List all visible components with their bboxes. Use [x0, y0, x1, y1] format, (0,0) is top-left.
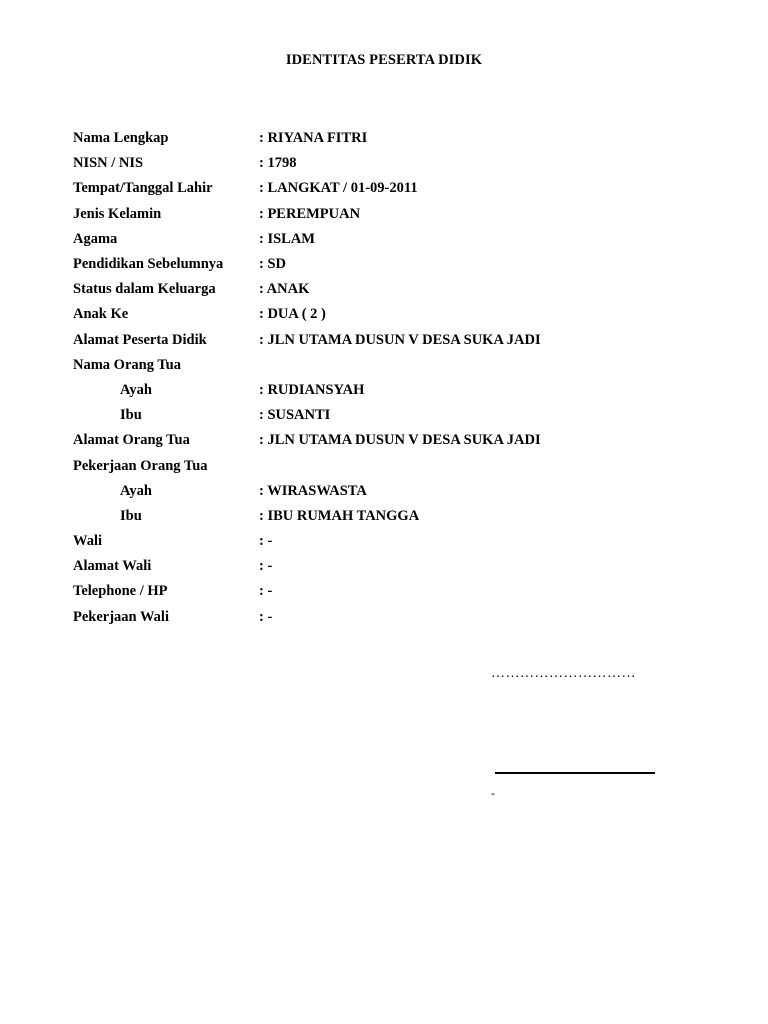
field-row-anak-ke — [73, 302, 693, 327]
field-row-nama-ayah — [73, 378, 693, 403]
field-label: Ayah — [120, 381, 152, 398]
field-value: : ISLAM — [259, 230, 315, 247]
field-row-pekerjaan-ayah — [73, 479, 693, 504]
field-value: : JLN UTAMA DUSUN V DESA SUKA JADI — [259, 432, 541, 449]
field-label: Alamat Peserta Didik — [73, 331, 207, 348]
field-row-alamat-orang-tua — [73, 428, 693, 453]
field-row-alamat-peserta-didik — [73, 328, 693, 353]
field-label: Telephone / HP — [73, 583, 168, 600]
field-value: : RIYANA FITRI — [259, 130, 368, 147]
field-value: : - — [259, 533, 273, 550]
field-label: Agama — [73, 230, 118, 247]
field-row-nama-orang-tua — [73, 353, 693, 378]
field-value: : IBU RUMAH TANGGA — [259, 507, 420, 524]
field-value: : - — [259, 608, 273, 625]
field-label: Anak Ke — [73, 306, 129, 323]
field-value: : ANAK — [259, 281, 310, 298]
field-label: Alamat Wali — [73, 558, 152, 575]
field-row-nama-lengkap — [73, 126, 693, 151]
field-value: : WIRASWASTA — [259, 482, 367, 499]
field-row-pekerjaan-orang-tua — [73, 453, 693, 478]
field-label: Nama Orang Tua — [73, 356, 181, 373]
field-label: Ibu — [120, 507, 142, 524]
field-label: Ayah — [120, 482, 152, 499]
field-label: Ibu — [120, 407, 142, 424]
field-label: Tempat/Tanggal Lahir — [73, 180, 213, 197]
field-row-alamat-wali — [73, 554, 693, 579]
field-row-tempat-tanggal-lahir — [73, 176, 693, 201]
field-value: : - — [259, 583, 273, 600]
identity-fields — [73, 126, 693, 630]
field-value: : LANGKAT / 01-09-2011 — [259, 180, 418, 197]
field-row-pekerjaan-ibu — [73, 504, 693, 529]
field-row-pendidikan-sebelumnya — [73, 252, 693, 277]
signature-date-placeholder: ………………………… — [491, 666, 636, 681]
field-label: Jenis Kelamin — [73, 205, 162, 222]
field-row-wali — [73, 529, 693, 554]
field-row-jenis-kelamin — [73, 202, 693, 227]
field-label: Status dalam Keluarga — [73, 281, 216, 298]
field-label: Pekerjaan Wali — [73, 608, 169, 625]
signature-name: - — [491, 786, 495, 800]
field-row-status-keluarga — [73, 277, 693, 302]
field-value: : PEREMPUAN — [259, 205, 361, 222]
field-value: : 1798 — [259, 155, 297, 172]
field-label: Wali — [73, 533, 103, 550]
field-row-nisn — [73, 151, 693, 176]
document-title: IDENTITAS PESERTA DIDIK — [285, 52, 483, 68]
field-value: : RUDIANSYAH — [259, 381, 365, 398]
field-value: : - — [259, 558, 273, 575]
field-value: : JLN UTAMA DUSUN V DESA SUKA JADI — [259, 331, 541, 348]
field-value: : DUA ( 2 ) — [259, 306, 326, 323]
field-label: Alamat Orang Tua — [73, 432, 190, 449]
field-row-agama — [73, 227, 693, 252]
signature-line — [495, 772, 655, 774]
field-value: : SUSANTI — [259, 407, 331, 424]
field-label: Pekerjaan Orang Tua — [73, 457, 208, 474]
field-row-nama-ibu — [73, 403, 693, 428]
field-label: Pendidikan Sebelumnya — [73, 256, 224, 273]
field-value: : SD — [259, 256, 286, 273]
field-label: NISN / NIS — [73, 155, 144, 172]
field-row-telephone — [73, 579, 693, 604]
field-label: Nama Lengkap — [73, 130, 169, 147]
field-row-pekerjaan-wali — [73, 605, 693, 630]
